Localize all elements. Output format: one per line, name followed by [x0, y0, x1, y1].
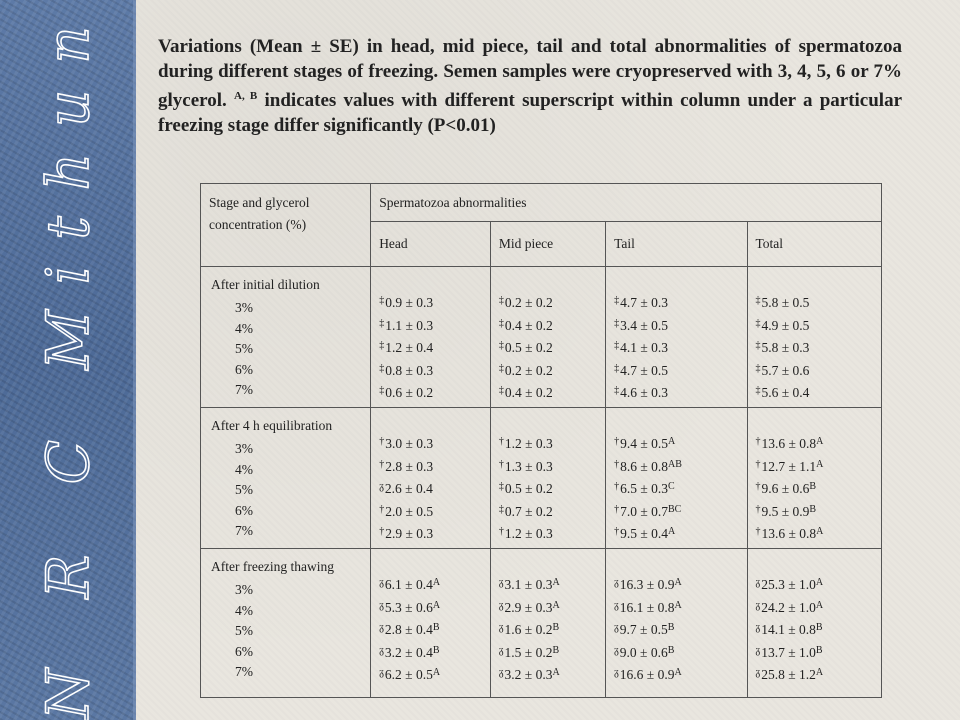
mean-se-value: 4.6 ± 0.3 [620, 385, 668, 401]
mean-se-value: 2.8 ± 0.3 [385, 458, 434, 474]
significance-superscript: A [668, 435, 676, 447]
significance-superscript: A [432, 599, 441, 611]
glycerol-list [201, 580, 370, 689]
abnormalities-table [200, 183, 882, 698]
value-cell-tail [606, 548, 747, 697]
mean-se-value: 3.2 ± 0.4 [384, 644, 433, 660]
value-row [379, 381, 490, 404]
value-cell-head [371, 548, 491, 697]
value-cell-total [747, 407, 882, 548]
value-row [499, 573, 605, 596]
significance-superscript: BC [668, 503, 682, 515]
stage-symbol: ᵹ [498, 644, 504, 656]
mean-se-value: 9.0 ± 0.6 [619, 644, 668, 660]
mean-se-value: 13.6 ± 0.8 [761, 435, 817, 451]
significance-superscript: A [432, 667, 441, 679]
value-row [379, 359, 490, 382]
value-row [614, 381, 746, 404]
glycerol-concentration: 7% [235, 523, 253, 539]
mean-se-value: 0.2 ± 0.2 [504, 295, 553, 310]
stage-symbol: ‡ [755, 295, 761, 306]
value-cell-mid [490, 407, 605, 548]
glycerol-concentration: 3% [235, 300, 253, 315]
significance-superscript: B [667, 622, 675, 634]
glycerol-concentration: 7% [235, 664, 253, 680]
mean-se-value: 13.7 ± 1.0 [761, 644, 816, 660]
significance-superscript: A [816, 458, 824, 470]
glycerol-list [201, 298, 370, 407]
significance-superscript: B [815, 622, 823, 634]
value-row [379, 314, 490, 337]
value-row [756, 573, 882, 596]
stage-symbol: ᵹ [614, 576, 619, 588]
mean-se-value: 25.3 ± 1.0 [761, 576, 816, 592]
value-row [756, 381, 882, 404]
mean-se-value: 13.6 ± 0.8 [761, 526, 817, 542]
mean-se-value: 3.4 ± 0.5 [620, 317, 668, 333]
value-row [499, 455, 605, 478]
value-row [756, 336, 882, 359]
mean-se-value: 5.8 ± 0.3 [761, 340, 810, 356]
column-header-mid-piece: Mid piece [490, 222, 605, 267]
stage-symbol: ‡ [498, 340, 504, 352]
mean-se-value: 1.2 ± 0.3 [504, 526, 553, 542]
stage-symbol: † [614, 435, 620, 447]
significance-superscript: A [432, 576, 441, 588]
table-caption [158, 34, 902, 138]
stage-symbol: ‡ [498, 385, 504, 397]
stage-cell [201, 407, 371, 548]
glycerol-concentration: 6% [235, 502, 253, 518]
significance-superscript: A [674, 599, 682, 611]
value-row [499, 477, 605, 500]
stage-symbol: ‡ [379, 340, 385, 352]
value-row [379, 477, 490, 500]
significance-superscript: B [552, 644, 560, 656]
mean-se-value: 9.5 ± 0.9 [761, 503, 810, 519]
value-row [379, 663, 490, 686]
mean-se-value: 1.5 ± 0.2 [504, 644, 553, 660]
stage-symbol: ‡ [755, 362, 761, 374]
mean-se-value: 16.1 ± 0.8 [619, 599, 675, 615]
stage-symbol: ‡ [498, 503, 504, 515]
stage-symbol: ᵹ [614, 622, 619, 634]
significance-superscript: A [816, 526, 824, 538]
stage-symbol: ‡ [498, 317, 504, 329]
value-row [499, 522, 605, 545]
value-row [379, 522, 490, 545]
header-row-1 [201, 184, 882, 222]
stage-symbol: † [614, 481, 620, 493]
stage-title: After 4 h equilibration [211, 417, 333, 433]
mean-se-value: 2.9 ± 0.3 [385, 526, 434, 542]
stage-symbol: ‡ [755, 385, 761, 397]
value-row [499, 432, 605, 455]
significance-superscript: C [668, 481, 675, 493]
value-row [379, 500, 490, 523]
stage-symbol: † [755, 435, 761, 447]
stage-symbol: ‡ [755, 340, 761, 352]
stage-symbol: ‡ [614, 362, 620, 374]
significance-superscript: A [674, 667, 682, 679]
stage-symbol: ᵹ [379, 667, 384, 679]
mean-se-value: 6.2 ± 0.5 [384, 667, 433, 683]
significance-superscript: A [815, 599, 824, 611]
mean-se-value: 0.5 ± 0.2 [504, 340, 553, 356]
glycerol-concentration: 4% [235, 602, 253, 618]
mean-se-value: 9.6 ± 0.6 [761, 481, 810, 497]
mean-se-value: 0.8 ± 0.3 [385, 362, 434, 378]
table-row-group [201, 267, 882, 408]
mean-se-value: 7.0 ± 0.7 [620, 503, 668, 519]
value-row [756, 500, 882, 523]
significance-superscript: A [815, 667, 824, 679]
value-row [499, 618, 605, 641]
value-row [499, 500, 605, 523]
value-cell-tail [606, 407, 747, 548]
stage-symbol: ᵹ [379, 644, 384, 656]
caption-end: indicates values with different superscript within column under a particular freezing stage differ significantly (P<0.01) [158, 90, 903, 136]
significance-superscript: A [552, 576, 560, 588]
mean-se-value: 9.7 ± 0.5 [619, 622, 668, 638]
mean-se-value: 1.2 ± 0.3 [504, 435, 553, 451]
mean-se-value: 16.3 ± 0.9 [619, 576, 675, 592]
value-row [614, 618, 746, 641]
significance-superscript: B [432, 622, 440, 634]
stage-symbol: † [498, 435, 504, 447]
value-row [614, 477, 746, 500]
mean-se-value: 12.7 ± 1.1 [761, 458, 817, 474]
glycerol-concentration: 4% [235, 320, 253, 336]
mean-se-value: 14.1 ± 0.8 [761, 622, 816, 638]
mean-se-value: 0.2 ± 0.2 [504, 362, 553, 378]
value-row [614, 596, 746, 619]
glycerol-concentration: 5% [235, 623, 253, 639]
value-row [614, 432, 746, 455]
stage-symbol: † [755, 503, 761, 515]
stage-symbol: † [379, 458, 385, 470]
value-row [379, 618, 490, 641]
value-row [756, 477, 882, 500]
significance-superscript: B [432, 644, 440, 656]
stage-symbol: † [755, 481, 761, 493]
stage-symbol: ᵹ [379, 481, 384, 493]
mean-se-value: 3.0 ± 0.3 [385, 435, 434, 451]
stage-symbol: ‡ [614, 317, 620, 329]
glycerol-concentration: 5% [235, 482, 253, 498]
significance-superscript: B [552, 622, 560, 634]
stage-symbol: † [498, 458, 504, 470]
mean-se-value: 24.2 ± 1.0 [761, 599, 816, 615]
glycerol-concentration: 3% [235, 440, 253, 456]
value-row [614, 663, 746, 686]
mean-se-value: 5.8 ± 0.5 [761, 295, 810, 310]
mean-se-value: 9.5 ± 0.4 [620, 526, 668, 542]
column-header-tail: Tail [606, 222, 747, 267]
significance-superscript: AB [668, 458, 682, 470]
significance-superscript: B [809, 481, 817, 493]
mean-se-value: 8.6 ± 0.8 [620, 458, 668, 474]
stage-title: After initial dilution [211, 277, 320, 292]
value-row [756, 314, 882, 337]
mean-se-value: 4.9 ± 0.5 [761, 317, 810, 333]
glycerol-concentration: 6% [235, 361, 253, 377]
value-cell-mid [490, 267, 605, 408]
glycerol-list [201, 439, 370, 548]
stage-symbol: † [379, 526, 385, 538]
value-cell-head [371, 407, 491, 548]
stage-title: After freezing thawing [211, 558, 334, 574]
stage-symbol: ᵹ [498, 667, 504, 679]
value-row [756, 596, 882, 619]
stage-symbol: ᵹ [498, 576, 504, 588]
value-row [614, 641, 746, 664]
stage-symbol: ᵹ [755, 667, 761, 679]
mean-se-value: 1.3 ± 0.3 [504, 458, 553, 474]
glycerol-concentration: 6% [235, 643, 253, 659]
mean-se-value: 1.6 ± 0.2 [504, 622, 553, 638]
value-row [756, 663, 882, 686]
mean-se-value: 4.1 ± 0.3 [620, 340, 668, 356]
mean-se-value: 2.8 ± 0.4 [384, 622, 433, 638]
side-banner-title: N R C Mithun [34, 0, 102, 720]
stage-cell [201, 548, 371, 697]
caption-superscript: A, B [234, 90, 258, 102]
mean-se-value: 0.9 ± 0.3 [385, 295, 434, 310]
glycerol-concentration: 4% [235, 461, 253, 477]
value-row [379, 291, 490, 314]
abnormalities-header: Spermatozoa abnormalities [371, 184, 882, 222]
stage-symbol: ‡ [498, 362, 504, 374]
value-row [499, 641, 605, 664]
stage-cell [201, 267, 371, 408]
mean-se-value: 5.7 ± 0.6 [761, 362, 810, 378]
stage-symbol: ‡ [614, 385, 620, 397]
stage-symbol: ᵹ [614, 644, 619, 656]
stage-symbol: † [755, 458, 761, 470]
table-row-group [201, 548, 882, 697]
value-row [756, 291, 882, 314]
value-row [756, 432, 882, 455]
column-header-total: Total [747, 222, 882, 267]
stage-symbol: ᵹ [379, 576, 384, 588]
mean-se-value: 2.9 ± 0.3 [504, 599, 553, 615]
stage-header: Stage and glycerol concentration (%) [201, 184, 371, 267]
mean-se-value: 16.6 ± 0.9 [619, 667, 675, 683]
stage-symbol: ‡ [755, 317, 761, 329]
value-row [499, 359, 605, 382]
value-row [614, 573, 746, 596]
value-row [379, 573, 490, 596]
value-row [614, 500, 746, 523]
stage-symbol: ‡ [379, 385, 385, 397]
mean-se-value: 0.4 ± 0.2 [504, 385, 553, 401]
mean-se-value: 1.2 ± 0.4 [385, 340, 434, 356]
stage-symbol: † [498, 526, 504, 538]
mean-se-value: 0.4 ± 0.2 [504, 317, 553, 333]
value-cell-tail [606, 267, 747, 408]
stage-symbol: ᵹ [755, 644, 761, 656]
value-cell-head [371, 267, 491, 408]
value-row [614, 359, 746, 382]
stage-symbol: ‡ [614, 295, 620, 306]
value-cell-total [747, 548, 882, 697]
significance-superscript: B [815, 644, 823, 656]
mean-se-value: 3.2 ± 0.3 [504, 667, 553, 683]
value-row [756, 618, 882, 641]
value-row [614, 314, 746, 337]
stage-symbol: ᵹ [755, 599, 761, 611]
glycerol-concentration: 7% [235, 382, 253, 398]
value-row [614, 455, 746, 478]
significance-superscript: A [816, 435, 824, 447]
stage-symbol: ᵹ [379, 622, 384, 634]
value-row [756, 522, 882, 545]
stage-symbol: ‡ [379, 362, 385, 374]
stage-symbol: † [614, 458, 620, 470]
significance-superscript: A [674, 576, 682, 588]
value-row [614, 336, 746, 359]
stage-symbol: ᵹ [498, 622, 504, 634]
significance-superscript: B [809, 503, 817, 515]
stage-symbol: ‡ [379, 317, 385, 329]
value-row [756, 641, 882, 664]
mean-se-value: 0.5 ± 0.2 [504, 481, 553, 497]
mean-se-value: 2.6 ± 0.4 [384, 481, 433, 497]
stage-symbol: ‡ [498, 295, 504, 306]
significance-superscript: A [668, 526, 676, 538]
mean-se-value: 9.4 ± 0.5 [620, 435, 668, 451]
table-row-group [201, 407, 882, 548]
mean-se-value: 6.5 ± 0.3 [620, 481, 668, 497]
value-row [379, 596, 490, 619]
mean-se-value: 3.1 ± 0.3 [504, 576, 553, 592]
glycerol-concentration: 3% [235, 581, 253, 597]
value-row [756, 359, 882, 382]
mean-se-value: 25.8 ± 1.2 [761, 667, 816, 683]
value-row [379, 432, 490, 455]
mean-se-value: 5.3 ± 0.6 [384, 599, 433, 615]
value-row [756, 455, 882, 478]
value-row [499, 596, 605, 619]
value-row [499, 336, 605, 359]
stage-symbol: ‡ [379, 295, 385, 306]
stage-symbol: ‡ [614, 340, 620, 352]
value-row [379, 455, 490, 478]
stage-symbol: † [755, 526, 761, 538]
stage-symbol: ᵹ [614, 599, 619, 611]
value-row [379, 641, 490, 664]
significance-superscript: A [815, 576, 824, 588]
value-row [379, 336, 490, 359]
value-cell-total [747, 267, 882, 408]
stage-symbol: † [614, 503, 620, 515]
mean-se-value: 2.0 ± 0.5 [385, 503, 434, 519]
glycerol-concentration: 5% [235, 341, 253, 357]
value-row [614, 291, 746, 314]
mean-se-value: 5.6 ± 0.4 [761, 385, 810, 401]
significance-superscript: A [552, 599, 560, 611]
value-row [614, 522, 746, 545]
caption-main: Variations (Mean ± SE) in head, mid piece, tail and total abnormalities of spermatozoa during different stages of freezing. Semen samples were cryopreserved with 3, 4, 5, 6 or 7% glycerol. [158, 36, 902, 111]
stage-symbol: ᵹ [755, 622, 761, 634]
stage-symbol: ᵹ [379, 599, 384, 611]
value-row [499, 663, 605, 686]
side-banner [0, 0, 136, 720]
significance-superscript: A [552, 667, 560, 679]
mean-se-value: 4.7 ± 0.3 [620, 295, 668, 310]
stage-symbol: † [614, 526, 620, 538]
stage-symbol: † [379, 435, 385, 447]
mean-se-value: 0.7 ± 0.2 [504, 503, 553, 519]
value-cell-mid [490, 548, 605, 697]
value-row [499, 381, 605, 404]
stage-symbol: ‡ [498, 481, 504, 493]
mean-se-value: 6.1 ± 0.4 [384, 576, 433, 592]
value-row [499, 314, 605, 337]
stage-symbol: ᵹ [614, 667, 619, 679]
mean-se-value: 0.6 ± 0.2 [385, 385, 434, 401]
significance-superscript: B [667, 644, 675, 656]
stage-symbol: † [379, 503, 385, 515]
mean-se-value: 4.7 ± 0.5 [620, 362, 668, 378]
stage-symbol: ᵹ [755, 576, 761, 588]
column-header-head: Head [371, 222, 491, 267]
mean-se-value: 1.1 ± 0.3 [385, 317, 434, 333]
stage-symbol: ᵹ [498, 599, 504, 611]
value-row [499, 291, 605, 314]
